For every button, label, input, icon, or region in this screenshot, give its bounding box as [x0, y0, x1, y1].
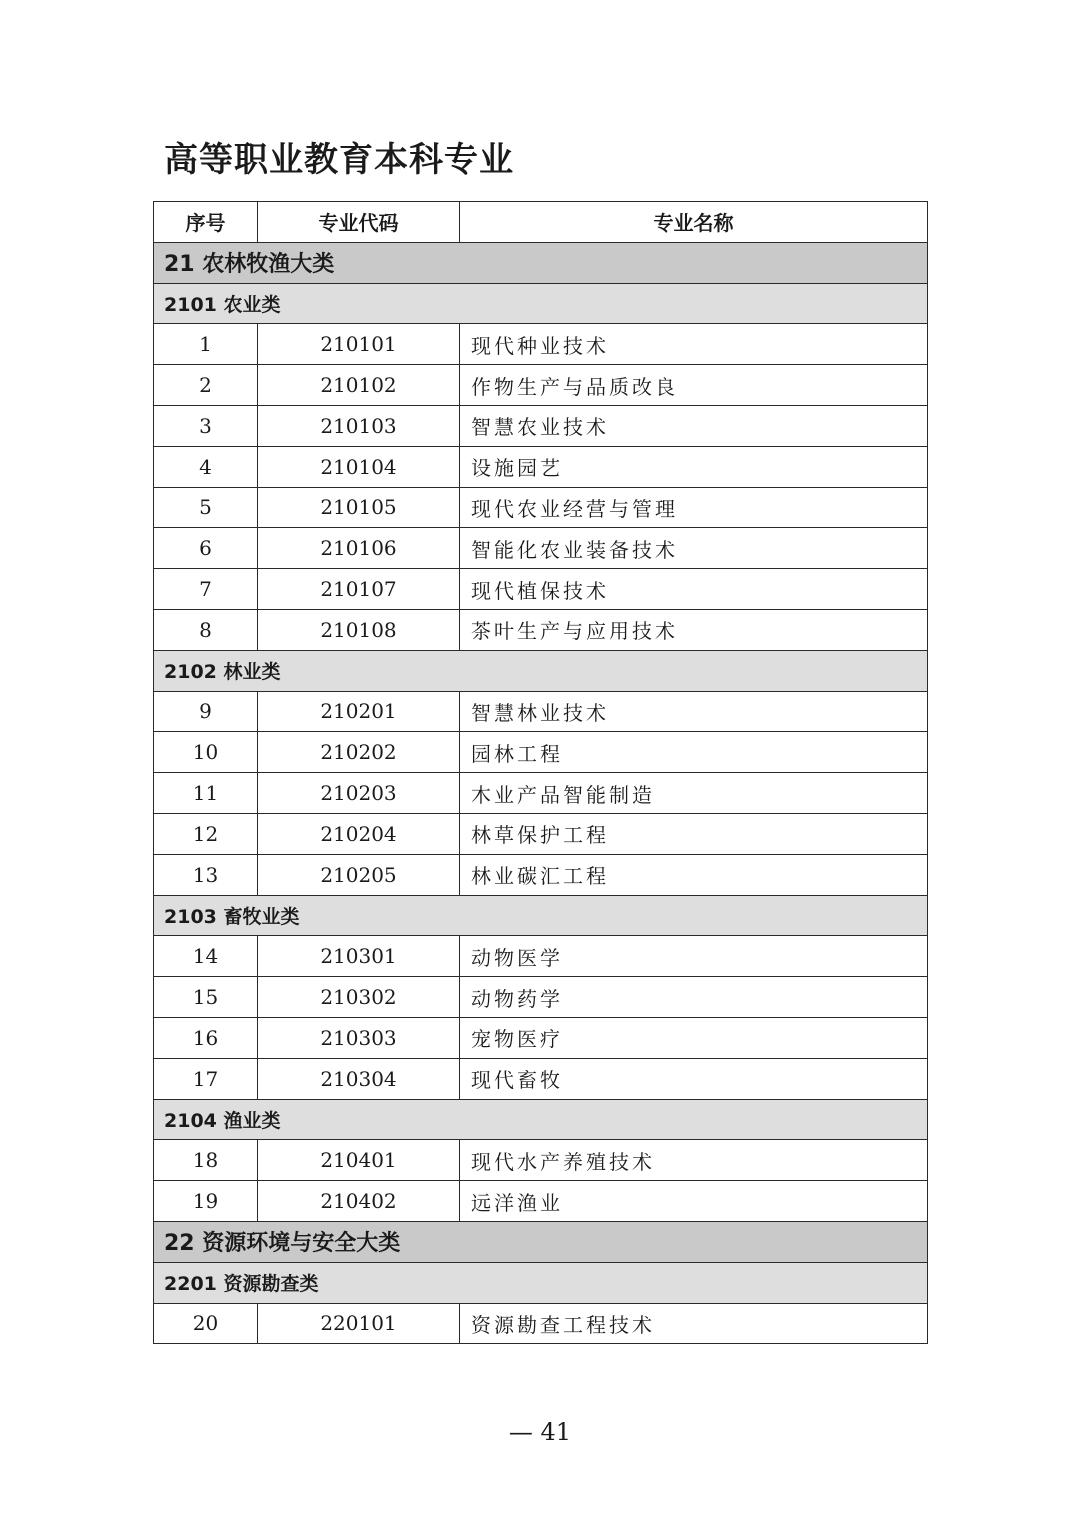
- table-row: [154, 691, 928, 732]
- row-code: 210401: [258, 1140, 460, 1181]
- row-seq: 5: [154, 487, 258, 528]
- row-code: 210102: [258, 365, 460, 406]
- row-seq: 8: [154, 609, 258, 650]
- table-row: [154, 487, 928, 528]
- row-code: 220101: [258, 1303, 460, 1344]
- header-name: 专业名称: [460, 202, 928, 243]
- table-row: [154, 324, 928, 365]
- row-name: 现代植保技术: [460, 569, 928, 610]
- row-seq: 9: [154, 691, 258, 732]
- row-seq: 19: [154, 1181, 258, 1222]
- row-seq: 20: [154, 1303, 258, 1344]
- row-name: 智慧农业技术: [460, 405, 928, 446]
- row-name: 现代种业技术: [460, 324, 928, 365]
- table-row: [154, 609, 928, 650]
- row-code: 210402: [258, 1181, 460, 1222]
- majors-table: [153, 201, 928, 1344]
- subcategory-row: [154, 283, 928, 324]
- row-seq: 16: [154, 1017, 258, 1058]
- row-code: 210301: [258, 936, 460, 977]
- category-row: [154, 1221, 928, 1262]
- subcategory-label: 2102 林业类: [154, 650, 928, 691]
- table-row: [154, 1303, 928, 1344]
- row-code: 210205: [258, 854, 460, 895]
- row-name: 园林工程: [460, 732, 928, 773]
- row-name: 现代畜牧: [460, 1058, 928, 1099]
- category-row: [154, 242, 928, 283]
- subcategory-row: [154, 1262, 928, 1303]
- row-seq: 13: [154, 854, 258, 895]
- row-seq: 10: [154, 732, 258, 773]
- row-code: 210304: [258, 1058, 460, 1099]
- page-title: 高等职业教育本科专业: [164, 140, 514, 180]
- row-name: 木业产品智能制造: [460, 773, 928, 814]
- row-seq: 1: [154, 324, 258, 365]
- row-name: 资源勘查工程技术: [460, 1303, 928, 1344]
- row-code: 210105: [258, 487, 460, 528]
- row-name: 茶叶生产与应用技术: [460, 609, 928, 650]
- row-code: 210103: [258, 405, 460, 446]
- row-name: 智能化农业装备技术: [460, 528, 928, 569]
- row-code: 210201: [258, 691, 460, 732]
- table-row: [154, 528, 928, 569]
- row-name: 林业碳汇工程: [460, 854, 928, 895]
- row-name: 作物生产与品质改良: [460, 365, 928, 406]
- table-row: [154, 936, 928, 977]
- row-seq: 4: [154, 446, 258, 487]
- row-seq: 15: [154, 977, 258, 1018]
- subcategory-label: 2104 渔业类: [154, 1099, 928, 1140]
- row-seq: 12: [154, 813, 258, 854]
- row-seq: 11: [154, 773, 258, 814]
- subcategory-row: [154, 650, 928, 691]
- row-name: 宠物医疗: [460, 1017, 928, 1058]
- table-body: [154, 242, 928, 1344]
- row-code: 210204: [258, 813, 460, 854]
- table-row: [154, 1140, 928, 1181]
- row-code: 210107: [258, 569, 460, 610]
- row-name: 林草保护工程: [460, 813, 928, 854]
- subcategory-label: 2201 资源勘查类: [154, 1262, 928, 1303]
- row-seq: 7: [154, 569, 258, 610]
- row-name: 动物药学: [460, 977, 928, 1018]
- table-row: [154, 446, 928, 487]
- table-row: [154, 977, 928, 1018]
- subcategory-row: [154, 895, 928, 936]
- subcategory-row: [154, 1099, 928, 1140]
- row-seq: 17: [154, 1058, 258, 1099]
- subcategory-label: 2103 畜牧业类: [154, 895, 928, 936]
- header-code: 专业代码: [258, 202, 460, 243]
- row-code: 210303: [258, 1017, 460, 1058]
- row-code: 210108: [258, 609, 460, 650]
- row-seq: 14: [154, 936, 258, 977]
- table-row: [154, 1017, 928, 1058]
- subcategory-label: 2101 农业类: [154, 283, 928, 324]
- row-code: 210203: [258, 773, 460, 814]
- table-row: [154, 405, 928, 446]
- table-row: [154, 365, 928, 406]
- row-code: 210106: [258, 528, 460, 569]
- category-label: 21 农林牧渔大类: [154, 242, 928, 283]
- table-row: [154, 569, 928, 610]
- page-number: — 41: [508, 1418, 572, 1446]
- row-code: 210101: [258, 324, 460, 365]
- row-seq: 18: [154, 1140, 258, 1181]
- row-name: 现代农业经营与管理: [460, 487, 928, 528]
- row-name: 远洋渔业: [460, 1181, 928, 1222]
- row-name: 智慧林业技术: [460, 691, 928, 732]
- row-name: 动物医学: [460, 936, 928, 977]
- row-code: 210104: [258, 446, 460, 487]
- table-row: [154, 1181, 928, 1222]
- row-seq: 6: [154, 528, 258, 569]
- row-code: 210302: [258, 977, 460, 1018]
- table-row: [154, 854, 928, 895]
- row-seq: 2: [154, 365, 258, 406]
- row-name: 现代水产养殖技术: [460, 1140, 928, 1181]
- row-seq: 3: [154, 405, 258, 446]
- category-label: 22 资源环境与安全大类: [154, 1221, 928, 1262]
- header-seq: 序号: [154, 202, 258, 243]
- row-code: 210202: [258, 732, 460, 773]
- table-header-row: [154, 202, 928, 243]
- table-row: [154, 1058, 928, 1099]
- table-row: [154, 773, 928, 814]
- table-row: [154, 732, 928, 773]
- table-row: [154, 813, 928, 854]
- row-name: 设施园艺: [460, 446, 928, 487]
